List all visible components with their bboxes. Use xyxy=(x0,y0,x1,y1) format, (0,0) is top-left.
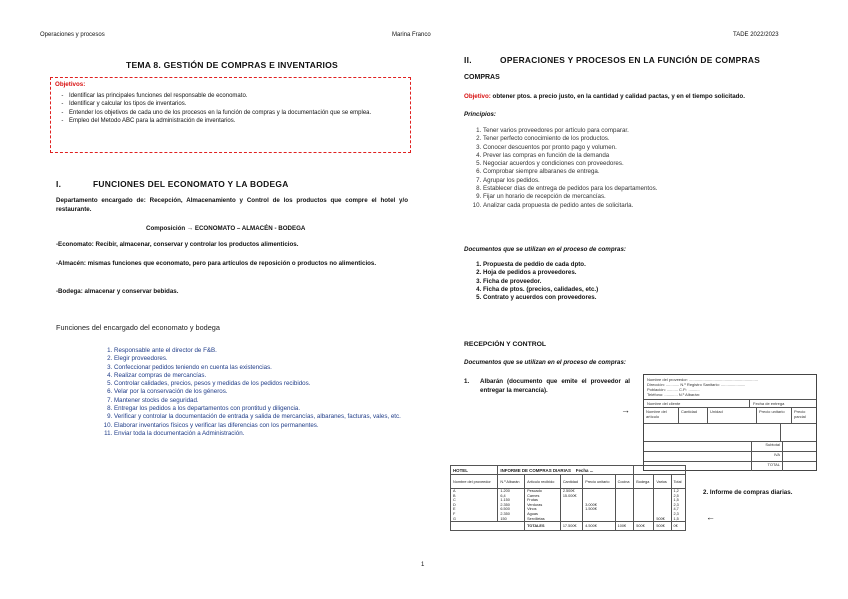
composition-line: Composición → ECONOMATO – ALMACÉN - BODEGA xyxy=(146,225,306,232)
col-header: Unidad xyxy=(708,408,757,423)
doc-item: 2. Hoja de pedidos a proveedores. xyxy=(483,269,823,277)
principle-item: 8. Establecer días de entrega de pedidos para los departamentos. xyxy=(483,185,833,193)
function-item: 1. Responsable ante el director de F&B. xyxy=(114,347,426,355)
table-title: INFORME DE COMPRAS DIARIAS xyxy=(500,467,571,473)
table-header: Cocina xyxy=(615,475,634,489)
principle-item: 6. Comprobar siempre albaranes de entrega. xyxy=(483,168,833,176)
objective-text: obtener ptos. a precio justo, en la cantidad y calidad pactas, y en el tiempo solicitado. xyxy=(490,93,745,100)
table-header: Total xyxy=(671,475,686,489)
function-item: 10. Elaborar inventarios físicos y verificar las diferencias con los permanentes. xyxy=(114,422,426,430)
header-right: TADE 2022/2023 xyxy=(733,32,779,38)
function-item: 3. Confeccionar pedidos teniendo en cuenta las existencias. xyxy=(114,364,426,372)
function-item: 7. Mantener stocks de seguridad. xyxy=(114,397,426,405)
functions-list xyxy=(96,347,426,438)
total-value: 500€ xyxy=(654,522,671,531)
header-center: Marina Franco xyxy=(392,32,431,38)
doc-item: 1. Propuesta de peddio de cada dpto. xyxy=(483,261,823,269)
compras-heading: COMPRAS xyxy=(464,74,500,81)
doc-item: 4. Ficha de ptos. (precios, calidades, etc.) xyxy=(483,286,823,294)
objective-label: Objetivo: xyxy=(464,93,491,100)
total-value: 100€ xyxy=(615,522,634,531)
form-field: Nombre del proveedor: .............................................................. xyxy=(647,377,758,382)
economato-text: -Economato: Recibir, almacenar, conservar y controlar los productos alimenticios. xyxy=(56,241,299,248)
function-item: 11. Enviar toda la documentación a Administración. xyxy=(114,430,426,438)
objective-line xyxy=(464,92,745,101)
table-header: Nombre del proveedor xyxy=(451,475,498,489)
department-text: Departamento encargado de: Recepción, Almacenamiento y Control de los productos que compre el hotel y/o restaurante. xyxy=(56,197,408,214)
objectives-box xyxy=(50,77,411,153)
albaran-number: 1. xyxy=(464,378,470,385)
total-value: 17.500€ xyxy=(560,522,582,531)
objective-item: - Empleo del Metodo ABC para la administración de inventarios. xyxy=(65,117,404,125)
almacen-text: -Almacén: mismas funciones que economato, pero para artículos de reposición o productos no alimenticios. xyxy=(56,260,377,267)
total-value: 4.500€ xyxy=(583,522,615,531)
function-item: 5. Controlar calidades, precios, pesos y medidas de los pedidos recibidos. xyxy=(114,380,426,388)
page-title: TEMA 8. GESTIÓN DE COMPRAS E INVENTARIOS xyxy=(126,60,338,70)
table-col: Pescado Carnes Frutas Verduras Vinos Aguas Servilletas xyxy=(525,489,561,522)
arrow-left-icon: ← xyxy=(706,512,715,522)
objective-item: - Identificar y calcular los tipos de inventarios. xyxy=(65,100,404,108)
objective-item: - Identificar las principales funciones del responsable de economato. xyxy=(65,92,404,100)
iva-label: IVA xyxy=(751,452,782,461)
table-header: Artículo recibido xyxy=(525,475,561,489)
arrow-right-icon: → xyxy=(621,405,630,415)
table-col: 1.200 6,4 1.150 2.350 6.500 2.350 150 xyxy=(498,489,525,522)
objectives-label: Objetivos: xyxy=(55,81,86,88)
table-col: A B C D E F G xyxy=(451,489,498,522)
bodega-text: -Bodega: almacenar y conservar bebidas. xyxy=(56,288,179,295)
section2-title: OPERACIONES Y PROCESOS EN LA FUNCIÓN DE COMPRAS xyxy=(500,55,761,65)
total-value: 500€ xyxy=(634,522,654,531)
principle-item: 2. Tener perfecto conocimiento de los productos. xyxy=(483,135,833,143)
informe-text: 2. Informe de compras diarias. xyxy=(703,489,793,496)
docs-label-2: Documentos que se utilizan en el proceso de compras: xyxy=(464,359,626,366)
table-cell: HOTEL xyxy=(451,466,498,475)
principles-list xyxy=(465,127,833,210)
function-item: 4. Realizar compras de mercancías. xyxy=(114,372,426,380)
table-col: 1,2 2,5 1,5 2,3 4,7 2,3 1,5 xyxy=(671,489,686,522)
principle-item: 1. Tener varios proveedores por artículo para comparar. xyxy=(483,127,833,135)
docs-list xyxy=(465,261,823,302)
table-header: Precio unitario xyxy=(583,475,615,489)
client-label: Nombre del cliente xyxy=(644,400,750,407)
totals-label: TOTALES xyxy=(525,522,561,531)
informe-table-image xyxy=(450,465,686,531)
function-item: 8. Entregar los pedidos a los departamentos con prontitud y diligencia. xyxy=(114,405,426,413)
albaran-text: Albarán (documento que emite el proveedor al entregar la mercancía). xyxy=(480,378,630,395)
function-item: 6. Velar por la conservación de los géneros. xyxy=(114,388,426,396)
principle-item: 10. Analizar cada propuesta de pedido antes de solicitarla. xyxy=(483,202,833,210)
subtotal-label: Subtotal xyxy=(751,442,782,451)
total-value: 0€ xyxy=(671,522,686,531)
col-header: Cantidad xyxy=(679,408,708,423)
page-number: 1 xyxy=(421,562,425,568)
principles-label: Principios: xyxy=(464,111,496,118)
header-left: Operaciones y procesos xyxy=(40,32,105,38)
table-date: Fecha ... xyxy=(575,467,594,473)
col-header: Precio parcial xyxy=(794,409,806,419)
section1-title: FUNCIONES DEL ECONOMATO Y LA BODEGA xyxy=(93,179,289,189)
principle-item: 3. Conocer descuentos por pronto pago y volumen. xyxy=(483,144,833,152)
total-label: TOTAL xyxy=(751,462,782,471)
objective-item: - Entender los objetivos de cada uno de los procesos en la función de compras y la documentación que se emplea. xyxy=(65,109,404,117)
reception-heading: RECEPCIÓN Y CONTROL xyxy=(464,341,547,348)
docs-label: Documentos que se utilizan en el proceso de compras: xyxy=(464,246,626,253)
form-field: Dirección: ............ N.º Registro Sanitario: ...................... xyxy=(647,382,746,387)
table-header: Bodega xyxy=(634,475,654,489)
col-header: Nombre del artículo xyxy=(644,408,679,423)
col-header: Precio unitario xyxy=(757,408,792,423)
function-item: 9. Verificar y controlar la documentación de entrada y salida de mercancías, albaranes, facturas, vales, etc. xyxy=(114,413,426,421)
form-field: Población: .......... C.P.: .......... xyxy=(647,387,700,392)
doc-item: 5. Contrato y acuerdos con proveedores. xyxy=(483,294,823,302)
date-label: Fecha de entrega xyxy=(753,401,785,406)
table-col: 3.000€ 1.500€ xyxy=(583,489,615,522)
table-col: 500€ xyxy=(654,489,671,522)
objectives-list xyxy=(51,92,410,125)
principle-item: 9. Fijar un horario de recepción de mercancías. xyxy=(483,193,833,201)
doc-item: 3. Ficha de proveedor. xyxy=(483,278,823,286)
principle-item: 4. Prever las compras en función de la demanda xyxy=(483,152,833,160)
albaran-form-image xyxy=(643,374,817,471)
table-col: 2.500€ 15.000€ xyxy=(560,489,582,522)
function-item: 2. Elegir proveedores. xyxy=(114,355,426,363)
principle-item: 5. Negociar acuerdos y condiciones con proveedores. xyxy=(483,160,833,168)
table-header: Varios xyxy=(654,475,671,489)
table-header: N.º Albarán xyxy=(498,475,525,489)
functions-title: Funciones del encargado del economato y bodega xyxy=(56,323,220,332)
principle-item: 7. Agrupar los pedidos. xyxy=(483,177,833,185)
section1-number: I. xyxy=(56,179,62,189)
form-field: Teléfono: ............ N.º Albarán: xyxy=(647,392,701,397)
table-header: Cantidad xyxy=(560,475,582,489)
section2-number: II. xyxy=(464,55,472,65)
